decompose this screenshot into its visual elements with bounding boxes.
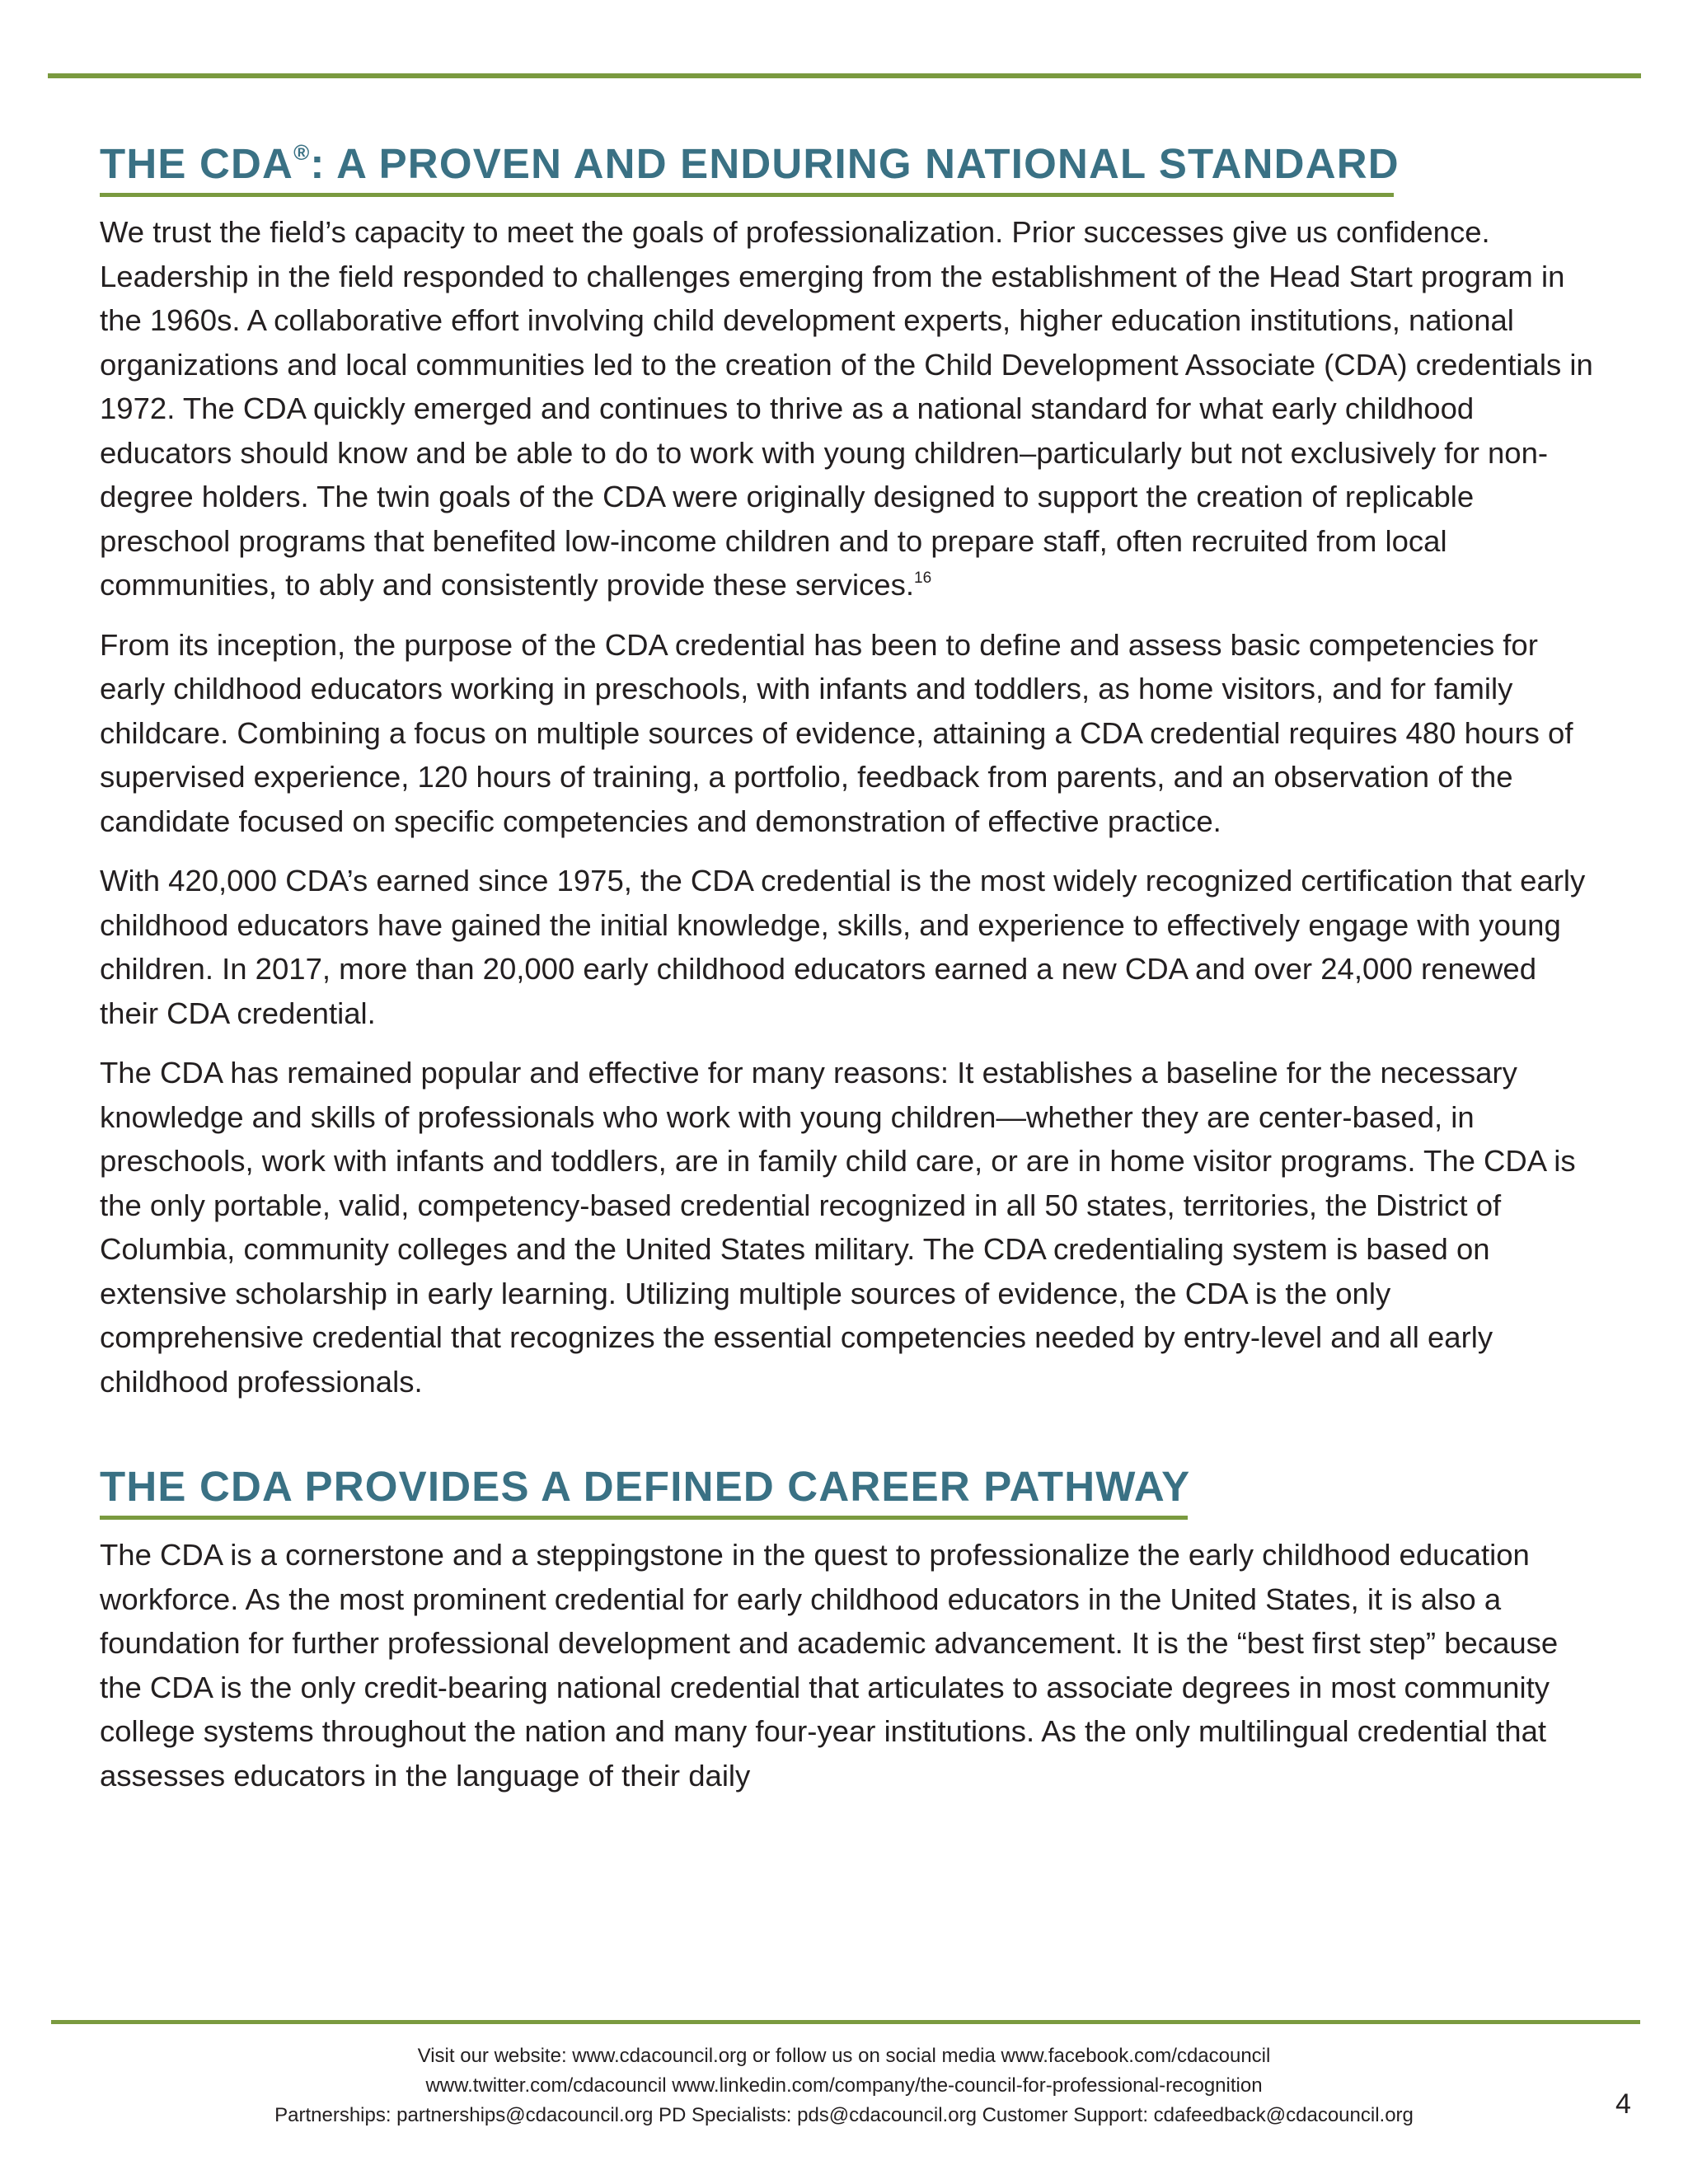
section-cda-standard xyxy=(100,138,1600,1404)
page-number: 4 xyxy=(1615,2088,1631,2120)
heading-underline xyxy=(100,1516,1188,1520)
paragraph: From its inception, the purpose of the CDA credential has been to define and assess basic competencies for early childhood educators working in preschools, with infants and toddlers, as home visitors, and for family childcare. Combining a focus on multiple sources of evidence, attaining a CDA credential requires 480 hours of supervised experience, 120 hours of training, a portfolio, feedback from parents, and an observation of the candidate focused on specific competencies and demonstration of effective practice. xyxy=(100,627,1573,838)
top-divider xyxy=(48,73,1641,78)
heading-underline xyxy=(100,193,1394,197)
footer-line-website: Visit our website: www.cdacouncil.org or follow us on social media www.facebook.com/cdacouncil xyxy=(417,2045,1271,2067)
section-career-pathway xyxy=(100,1461,1600,1797)
bottom-divider xyxy=(51,2020,1640,2024)
section-heading-career-pathway: THE CDA PROVIDES A DEFINED CAREER PATHWAY xyxy=(100,1463,1191,1510)
footer-line-social: www.twitter.com/cdacouncil www.linkedin.com/company/the-council-for-professional-recognition xyxy=(425,2074,1263,2097)
page-footer xyxy=(0,2041,1688,2130)
paragraph: We trust the field’s capacity to meet the goals of professionalization. Prior successes give us confidence. Leadership in the field responded to challenges emerging from the establishment of the Head Start program in the 1960s. A collaborative effort involving child development experts, higher education institutions, national organizations and local communities led to the creation of the Child Development Associate (CDA) credentials in 1972. The CDA quickly emerged and continues to thrive as a national standard for what early childhood educators should know and be able to do to work with young children–particularly but not exclusively for non-degree holders. The twin goals of the CDA were originally designed to support the creation of replicable preschool programs that benefited low-income children and to prepare staff, often recruited from local communities, to ably and consistently provide these services.$^{16}$ xyxy=(100,215,1593,602)
footnote-ref: 16 xyxy=(914,569,932,587)
paragraph: With 420,000 CDA’s earned since 1975, the CDA credential is the most widely recognized certification that early childhood educators have gained the initial knowledge, skills, and experience to effectively engage with young children. In 2017, more than 20,000 early childhood educators earned a new CDA and over 24,000 renewed their CDA credential. xyxy=(100,864,1586,1030)
registered-mark: ® xyxy=(293,140,311,165)
section-heading-cda-standard: THE CDA®: A PROVEN AND ENDURING NATIONAL STANDARD xyxy=(100,140,1400,187)
paragraph: The CDA is a cornerstone and a steppingstone in the quest to professionalize the early childhood education workforce. As the most prominent credential for early childhood educators in the United States, it is also a foundation for further professional development and academic advancement. It is the “best first step” because the CDA is the only credit-bearing national credential that articulates to associate degrees in most community college systems throughout the nation and many four-year institutions. As the only multilingual credential that assesses educators in the language of their daily xyxy=(100,1538,1559,1793)
page-content xyxy=(100,138,1600,1813)
paragraph: The CDA has remained popular and effective for many reasons: It establishes a baseline for the necessary knowledge and skills of professionals who work with young children—whether they are center-based, in preschools, work with infants and toddlers, are in family child care, or are in home visitor programs. The CDA is the only portable, valid, competency-based credential recognized in all 50 states, territories, the District of Columbia, community colleges and the United States military. The CDA credentialing system is based on extensive scholarship in early learning. Utilizing multiple sources of evidence, the CDA is the only comprehensive credential that recognizes the essential competencies needed by entry-level and all early childhood professionals. xyxy=(100,1056,1576,1399)
footer-line-contacts: Partnerships: partnerships@cdacouncil.org PD Specialists: pds@cdacouncil.org Customer Support: cdafeedback@cdacouncil.org xyxy=(274,2104,1414,2126)
